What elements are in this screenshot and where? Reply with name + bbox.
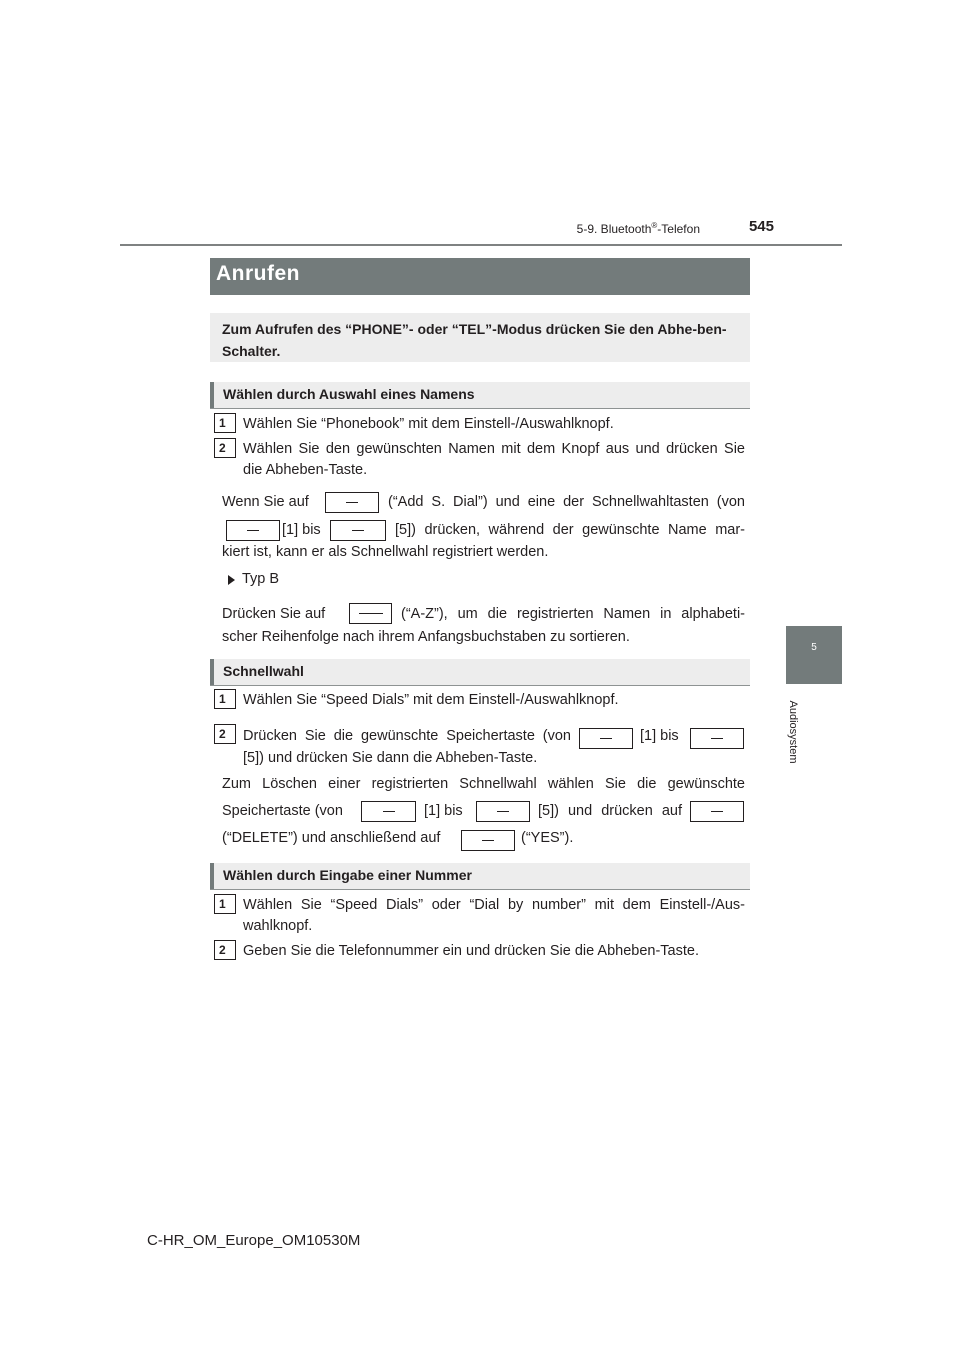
page-title-bar — [210, 258, 750, 295]
step-text: Wählen Sie “Speed Dials” mit dem Einstell-/Auswahlknopf. — [243, 692, 619, 708]
section-heading-name: Wählen durch Auswahl eines Namens — [210, 382, 750, 409]
sort-az-button[interactable] — [349, 603, 392, 624]
speed-dial-last-button[interactable] — [330, 520, 386, 541]
yes-button[interactable] — [461, 830, 515, 851]
intro-text: Zum Aufrufen des “PHONE”- oder “TEL”-Modus drücken Sie den Abhe-ben-Schalter. — [222, 321, 727, 359]
note-text: Zum Löschen einer registrierten Schnellwahl wählen Sie die gewünschte — [222, 776, 745, 792]
step-number: 2 — [214, 438, 236, 458]
step-text: [5]) und drücken Sie dann die Abheben-Taste. — [243, 750, 538, 766]
step-number: 1 — [214, 413, 236, 433]
step-text: wahlknopf. — [243, 918, 313, 934]
note-text: Drücken Sie auf — [222, 606, 326, 622]
step-text: Drücken Sie die gewünschte Speichertaste (von — [243, 728, 571, 744]
type-label: Typ B — [242, 571, 280, 587]
note-text: [5]) drücken, während der gewünschte Name mar- — [395, 522, 745, 538]
speed-dial-first-button[interactable] — [579, 728, 633, 749]
page-number: 545 — [748, 218, 774, 235]
section-heading-speed-dial: Schnellwahl — [210, 659, 750, 686]
chapter-tab — [786, 626, 842, 684]
step-text: die Abheben-Taste. — [243, 462, 368, 478]
note-text: (“DELETE”) und anschließend auf — [222, 830, 441, 846]
note-text: (“A-Z”), um die registrierten Namen in alphabeti- — [401, 606, 745, 622]
add-speed-dial-button[interactable] — [325, 492, 379, 513]
delete-button[interactable] — [690, 801, 744, 822]
speed-dial-first-button[interactable] — [226, 520, 280, 541]
note-text: [1] bis — [282, 522, 321, 538]
note-text: (“Add S. Dial”) und eine der Schnellwahltasten (von — [388, 494, 745, 510]
note-text: kiert ist, kann er als Schnellwahl registriert werden. — [222, 544, 549, 560]
step-number: 2 — [214, 724, 236, 744]
chapter-number: 5 — [811, 642, 817, 653]
step-text: Wählen Sie den gewünschten Namen mit dem Knopf aus und drücken Sie — [243, 441, 745, 457]
step-number: 1 — [214, 689, 236, 709]
note-text: Speichertaste (von — [222, 803, 343, 819]
speed-dial-last-button[interactable] — [690, 728, 744, 749]
arrow-right-icon — [228, 575, 235, 585]
page-title: Anrufen — [216, 262, 300, 285]
step-number: 1 — [214, 894, 236, 914]
step-text: Geben Sie die Telefonnummer ein und drücken Sie die Abheben-Taste. — [243, 943, 699, 959]
note-text: Wenn Sie auf — [222, 494, 309, 510]
step-number: 2 — [214, 940, 236, 960]
note-text: [5]) und drücken auf — [538, 803, 682, 819]
section-heading-dial-number: Wählen durch Eingabe einer Nummer — [210, 863, 750, 890]
chapter-label: Audiosystem — [787, 700, 799, 764]
note-text: (“YES”). — [521, 830, 574, 846]
note-text: scher Reihenfolge nach ihrem Anfangsbuchstaben zu sortieren. — [222, 629, 630, 645]
document-code: C-HR_OM_Europe_OM10530M — [147, 1232, 361, 1249]
note-text: [1] bis — [424, 803, 463, 819]
step-text: Wählen Sie “Phonebook” mit dem Einstell-/Auswahlknopf. — [243, 416, 614, 432]
section-reference: 5-9. Bluetooth®-Telefon — [576, 221, 700, 236]
speed-dial-first-button[interactable] — [361, 801, 416, 822]
header-divider — [120, 244, 842, 246]
step-text: Wählen Sie “Speed Dials” oder “Dial by number” mit dem Einstell-/Aus- — [243, 897, 745, 913]
step-text: [1] bis — [640, 728, 679, 744]
intro-box — [210, 313, 750, 362]
speed-dial-last-button[interactable] — [476, 801, 530, 822]
